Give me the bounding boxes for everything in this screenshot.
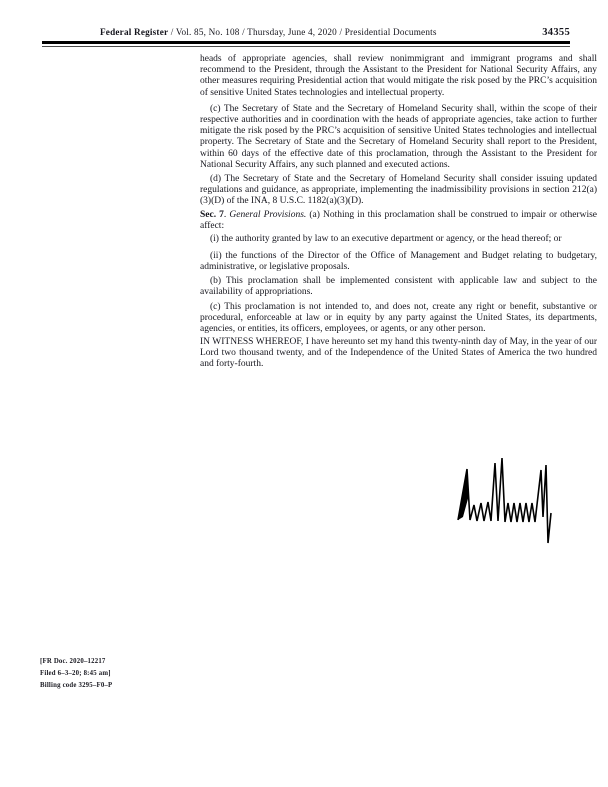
publication-title: Federal Register bbox=[100, 27, 169, 37]
body-paragraph: (c) This proclamation is not intended to, and does not, create any right or benefit, substantive or procedural, enforceable at law or in equity by any party against the United States, its departments, agencies, or entities, its officers, employees, or agents, or any other person. bbox=[200, 302, 597, 335]
body-paragraph: Sec. 7. General Provisions. (a) Nothing in this proclamation shall be construed to impair or otherwise affect: bbox=[200, 209, 598, 231]
filed-date: Filed 6–3–20; 8:45 am] bbox=[40, 670, 111, 677]
header-rule-thick bbox=[42, 41, 570, 44]
filing-footer bbox=[40, 656, 112, 692]
body-paragraph: IN WITNESS WHEREOF, I have hereunto set my hand this twenty-ninth day of May, in the year of our Lord two thousand twenty, and of the Independence of the United States of America the two hundred and forty-fourth. bbox=[200, 336, 597, 370]
page-number: 34355 bbox=[542, 27, 570, 38]
billing-code: Billing code 3295–F0–P bbox=[40, 682, 113, 689]
body-paragraph: heads of appropriate agencies, shall review nonimmigrant and immigrant programs and shall recommend to the President, through the Assistant to the President for National Security Affairs, any other measures requiring Presidential action that would mitigate the risk posed by the PRC’s acquisition of sensitive United States technologies and intellectual property. bbox=[200, 54, 597, 98]
body-paragraph: (b) This proclamation shall be implemented consistent with applicable law and subject to the availability of appropriations. bbox=[200, 275, 597, 297]
page-header bbox=[42, 27, 570, 47]
body-column bbox=[200, 54, 597, 370]
header-caption-rest: / Vol. 85, No. 108 / Thursday, June 4, 2020 / Presidential Documents bbox=[168, 27, 437, 37]
fr-doc-number: [FR Doc. 2020–12217 bbox=[40, 658, 106, 665]
presidential-signature-icon bbox=[450, 455, 570, 550]
body-paragraph: (i) the authority granted by law to an executive department or agency, or the head thereof; or bbox=[210, 234, 562, 245]
body-paragraph: (ii) the functions of the Director of the Office of Management and Budget relating to budgetary, administrative, or legislative proposals. bbox=[200, 251, 597, 273]
header-caption bbox=[100, 27, 437, 37]
header-rule-thin bbox=[42, 46, 570, 47]
body-paragraph: (c) The Secretary of State and the Secretary of Homeland Security shall, within the scope of their respective authorities and in coordination with the heads of appropriate agencies, take action to further mitigate the risk posed by the PRC’s acquisition of sensitive United States technologies and intellectual property. The Secretary of State and the Secretary of Homeland Security shall report to the President, within 60 days of the effective date of this proclamation, through the Assistant to the President for National Security Affairs, any such planned and executed actions. bbox=[200, 103, 597, 170]
body-paragraph: (d) The Secretary of State and the Secretary of Homeland Security shall consider issuing updated regulations and guidance, as appropriate, implementing the inadmissibility provisions in section 212(a)(3)(D) of the INA, 8 U.S.C. 1182(a)(3)(D). bbox=[200, 174, 597, 207]
